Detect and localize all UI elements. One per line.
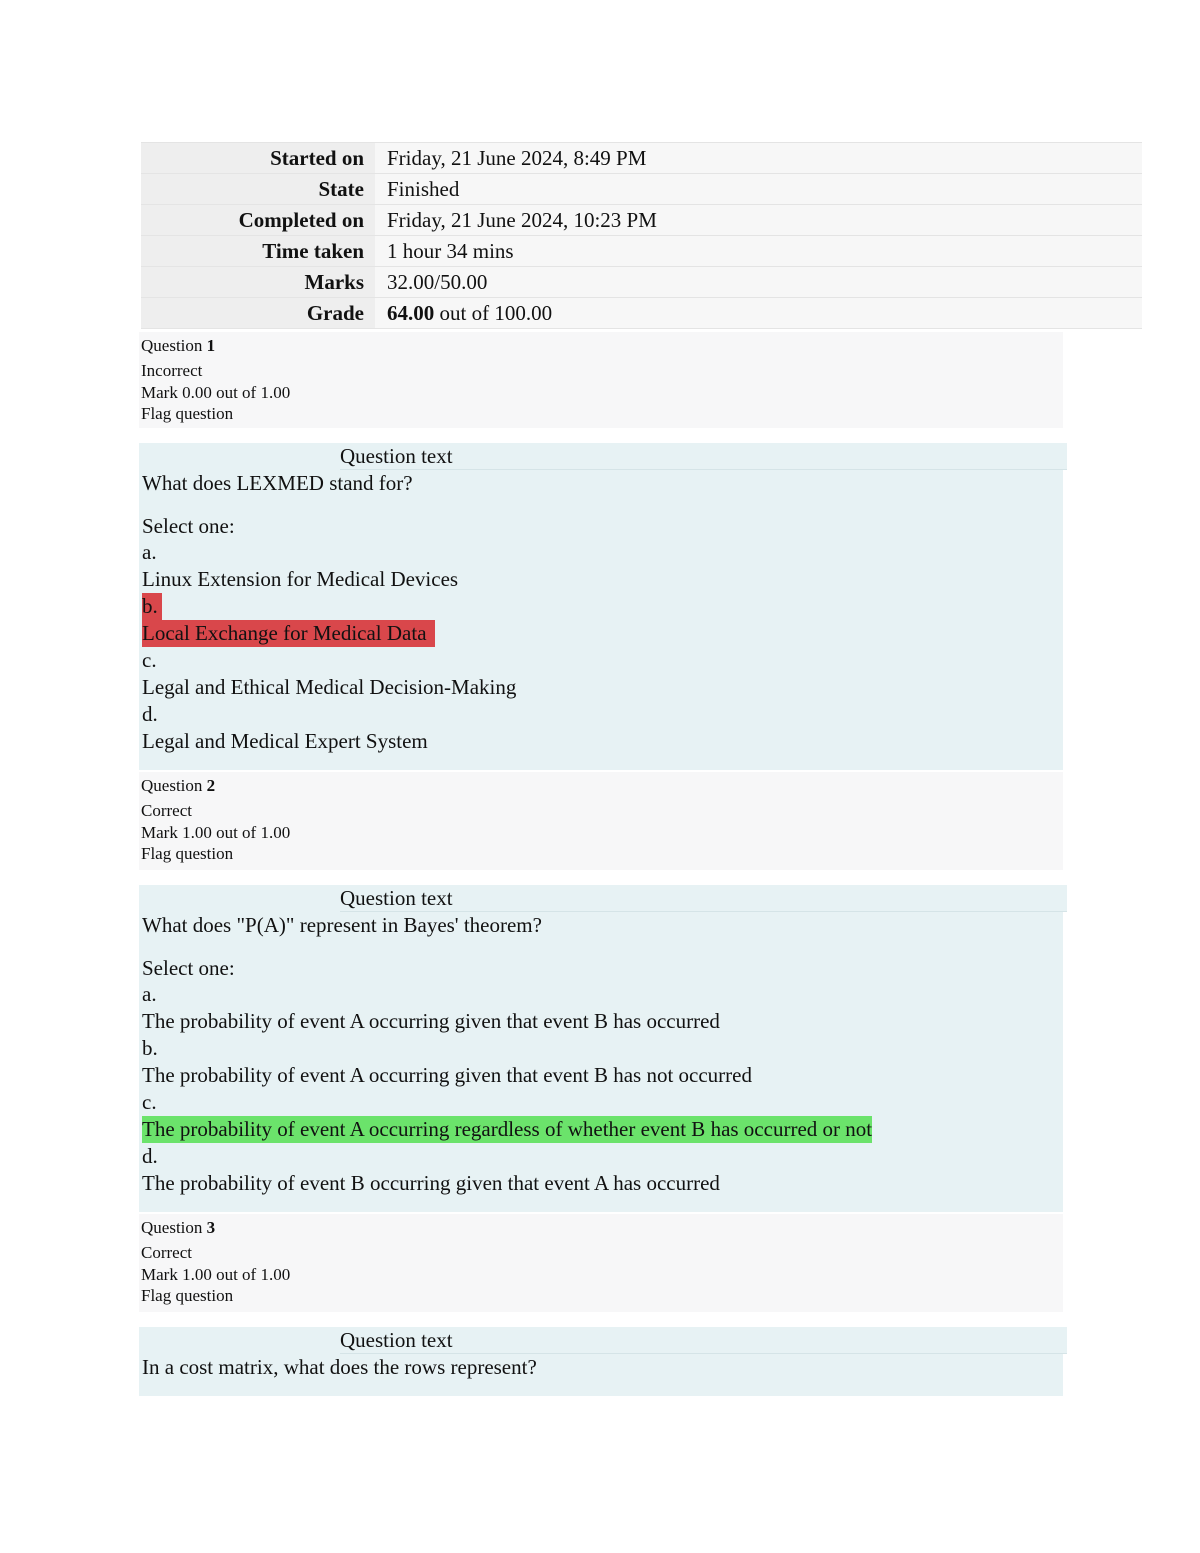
option-text-selected-correct[interactable]: The probability of event A occurring regardless of whether event B has occurred or not [142, 1117, 873, 1141]
question-state: Correct [141, 1243, 192, 1262]
summary-label: Grade [141, 298, 375, 329]
summary-row [141, 205, 1142, 236]
select-one-label: Select one: [142, 514, 235, 538]
summary-label: Time taken [141, 236, 375, 267]
summary-value: 1 hour 34 mins [375, 236, 1142, 267]
option-text[interactable]: Linux Extension for Medical Devices [142, 567, 459, 591]
flag-question-link[interactable]: Flag question [141, 1286, 234, 1305]
summary-value: Finished [375, 174, 1142, 205]
summary-label: State [141, 174, 375, 205]
summary-row [141, 174, 1142, 205]
option-letter[interactable]: c. [142, 1090, 157, 1114]
option-text[interactable]: Legal and Ethical Medical Decision-Making [142, 675, 517, 699]
question-text-label: Question text [340, 443, 1067, 470]
summary-row [141, 143, 1142, 174]
question-content-3 [139, 1327, 1063, 1396]
question-number: Question 2 [141, 776, 216, 795]
question-info-1 [139, 332, 1063, 428]
grade-suffix: out of 100.00 [434, 300, 553, 325]
question-prompt: In a cost matrix, what does the rows represent? [142, 1355, 537, 1379]
question-prompt: What does "P(A)" represent in Bayes' theorem? [142, 913, 542, 937]
option-letter[interactable]: a. [142, 982, 157, 1006]
option-letter-selected-incorrect[interactable]: b. [142, 593, 162, 620]
summary-value [375, 298, 1142, 329]
question-state: Correct [141, 801, 192, 820]
option-text-selected-incorrect[interactable]: Local Exchange for Medical Data [142, 620, 435, 647]
option-letter[interactable]: c. [142, 648, 157, 672]
summary-value: 32.00/50.00 [375, 267, 1142, 298]
flag-question-link[interactable]: Flag question [141, 404, 234, 423]
select-one-label: Select one: [142, 956, 235, 980]
question-grade: Mark 1.00 out of 1.00 [141, 822, 291, 842]
option-text[interactable]: The probability of event A occurring given that event B has not occurred [142, 1063, 752, 1087]
grade-value: 64.00 [387, 300, 435, 325]
summary-value: Friday, 21 June 2024, 10:23 PM [375, 205, 1142, 236]
option-letter[interactable]: b. [142, 1036, 158, 1060]
option-letter[interactable]: a. [142, 540, 157, 564]
question-number: Question 1 [141, 336, 216, 355]
option-text[interactable]: The probability of event B occurring given that event A has occurred [142, 1171, 720, 1195]
flag-question-link[interactable]: Flag question [141, 844, 234, 863]
question-text-label: Question text [340, 885, 1067, 912]
option-text[interactable]: The probability of event A occurring given that event B has occurred [142, 1009, 720, 1033]
summary-row [141, 267, 1142, 298]
summary-value: Friday, 21 June 2024, 8:49 PM [375, 143, 1142, 174]
summary-row [141, 236, 1142, 267]
question-content-2 [139, 885, 1063, 1212]
summary-row [141, 298, 1142, 329]
option-text[interactable]: Legal and Medical Expert System [142, 729, 428, 753]
summary-label: Completed on [141, 205, 375, 236]
question-grade: Mark 0.00 out of 1.00 [141, 382, 291, 402]
question-grade: Mark 1.00 out of 1.00 [141, 1264, 291, 1284]
question-info-2 [139, 772, 1063, 870]
attempt-summary-table [141, 142, 1142, 329]
question-prompt: What does LEXMED stand for? [142, 471, 413, 495]
option-letter[interactable]: d. [142, 702, 158, 726]
question-number: Question 3 [141, 1218, 216, 1237]
question-info-3 [139, 1214, 1063, 1312]
option-letter[interactable]: d. [142, 1144, 158, 1168]
question-state: Incorrect [141, 361, 203, 380]
question-content-1 [139, 443, 1063, 770]
summary-label: Marks [141, 267, 375, 298]
question-text-label: Question text [340, 1327, 1067, 1354]
summary-label: Started on [141, 143, 375, 174]
